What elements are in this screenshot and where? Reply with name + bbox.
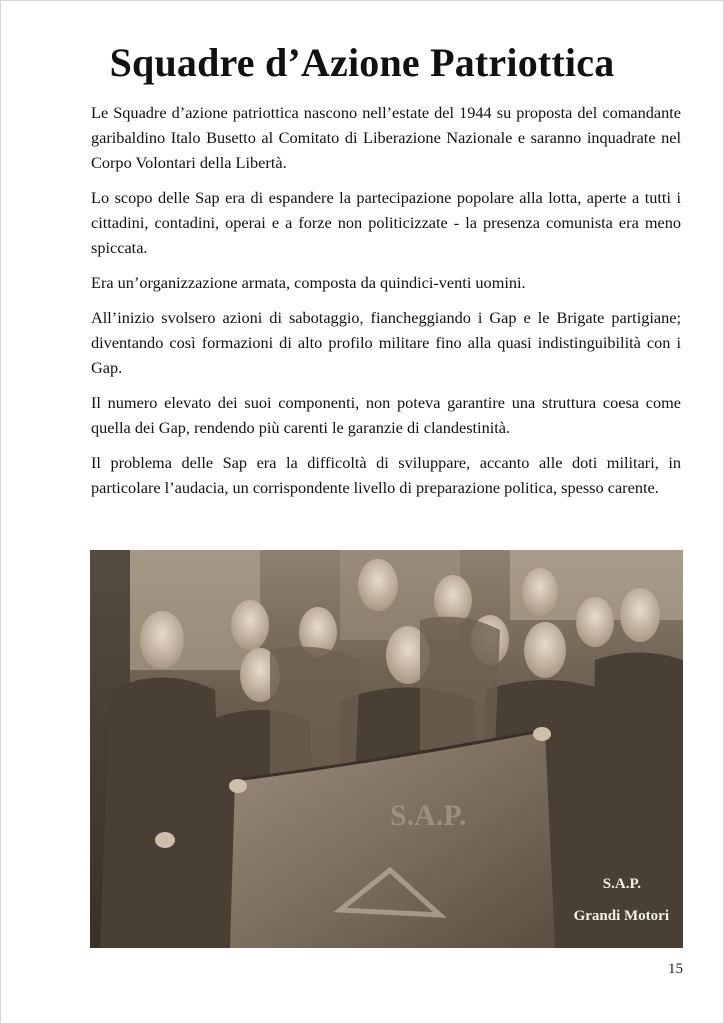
- paragraph-3: Era un’organizzazione armata, composta da quindici-venti uomini.: [91, 273, 526, 292]
- paragraph-4: All’inizio svolsero azioni di sabotaggio, fiancheggiando i Gap e le Brigate partigiane; diventando così formazioni di alto profilo militare fino alla quasi indistinguibilità con i Gap.: [91, 308, 681, 377]
- flag-lettering: S.A.P.: [390, 799, 467, 832]
- photo-caption-line2: Grandi Motori: [573, 908, 669, 924]
- page-number: 15: [668, 961, 683, 977]
- paragraph-5: Il numero elevato dei suoi componenti, non poteva garantire una struttura coesa come quella dei Gap, rendendo più carenti le garanzie di clandestinità.: [91, 393, 681, 437]
- paragraph-6: Il problema delle Sap era la difficoltà di sviluppare, accanto alle doti militari, in particolare l’audacia, un corrispondente livello di preparazione politica, spesso carente.: [91, 453, 681, 497]
- photo-caption-line1: S.A.P.: [602, 876, 641, 892]
- page-title: Squadre d’Azione Patriottica: [109, 40, 615, 85]
- paragraph-2: Lo scopo delle Sap era di espandere la partecipazione popolare alla lotta, aperte a tutti i cittadini, contadini, operai e a forze non politicizzate - la presenza comunista era meno spiccata.: [91, 188, 681, 257]
- body-text: [91, 100, 681, 510]
- group-photo: [90, 550, 683, 948]
- paragraph-1: Le Squadre d’azione patriottica nascono nell’estate del 1944 su proposta del comandante garibaldino Italo Busetto al Comitato di Liberazione Nazionale e saranno inquadrate nel Corpo Volontari della Libertà.: [91, 103, 681, 172]
